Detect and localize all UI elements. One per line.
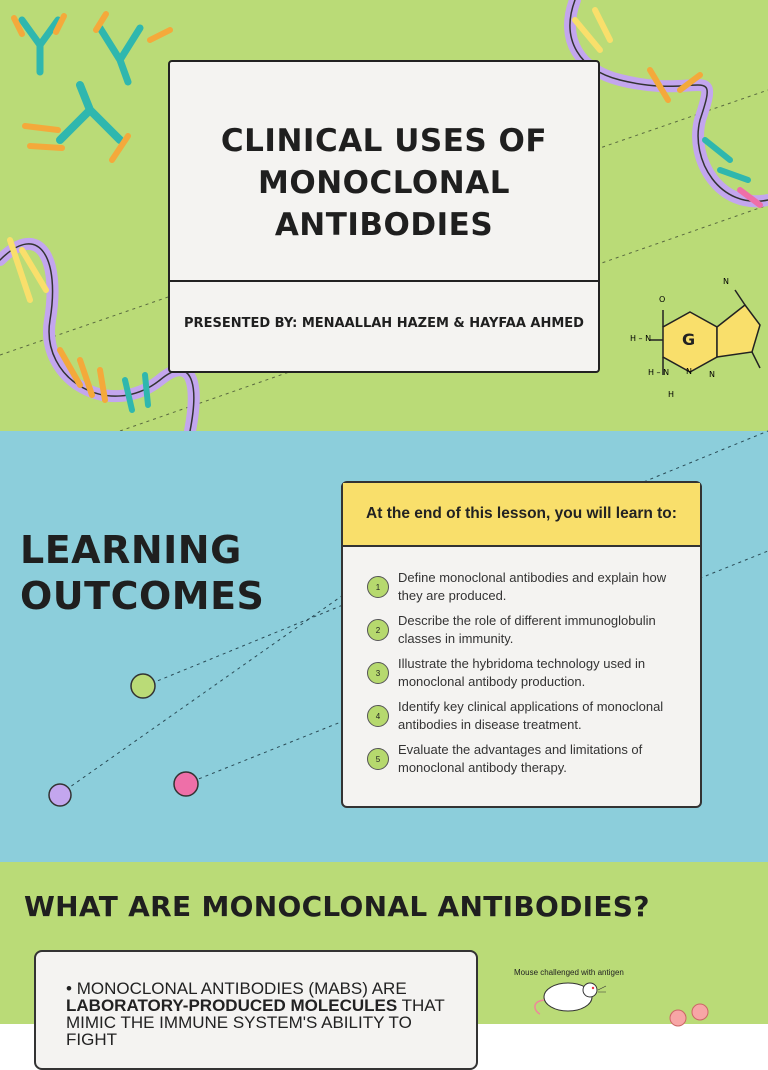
- number-badge: 1: [367, 576, 389, 598]
- heading-line-2: OUTCOMES: [20, 574, 265, 618]
- pink-dot: [174, 772, 198, 796]
- antigen-icon: [670, 1004, 708, 1026]
- learning-outcomes-slide: [0, 431, 768, 862]
- dna-strand-left: [0, 240, 194, 431]
- list-item: [367, 741, 686, 784]
- molecule-label-h: H: [668, 390, 675, 399]
- molecule-label-hnh: H – N: [648, 368, 670, 377]
- outcome-text: Illustrate the hybridoma technology used in monoclonal antibody production.: [398, 656, 646, 689]
- antibody-icon: [14, 14, 170, 160]
- molecule-label-hn: H – N: [630, 334, 652, 343]
- outcome-text: Describe the role of different immunoglobulin classes in immunity.: [398, 613, 656, 646]
- outcome-text: Evaluate the advantages and limitations of monoclonal antibody therapy.: [398, 742, 643, 775]
- slide-title: CLINICAL USES OF MONOCLONAL ANTIBODIES: [220, 123, 548, 243]
- learning-outcomes-heading: [20, 527, 264, 619]
- bullet-part-2: THAT MIMIC THE IMMUNE SYSTEM'S ABILITY TO FIGHT: [66, 996, 445, 1049]
- bullet-bold: LABORATORY-PRODUCED MOLECULES: [66, 996, 398, 1015]
- outcomes-card: [341, 481, 702, 808]
- slide-heading: WHAT ARE MONOCLONAL ANTIBODIES?: [24, 890, 650, 923]
- list-item: [367, 655, 686, 698]
- molecule-letter: G: [682, 330, 696, 349]
- green-dot: [131, 674, 155, 698]
- title-slide: [0, 0, 768, 431]
- bullet-part-1: MONOCLONAL ANTIBODIES (MABS) ARE: [76, 979, 407, 998]
- molecule-label-n1: N: [723, 277, 729, 286]
- number-badge: 2: [367, 619, 389, 641]
- mouse-figure: [0, 862, 768, 1024]
- outcomes-list: [367, 569, 686, 784]
- molecule-label-o: O: [659, 295, 666, 304]
- guanine-molecule: [650, 290, 760, 375]
- presenter-credit: PRESENTED BY: MENAALLAH HAZEM & HAYFAA AHMED: [184, 316, 584, 331]
- outcomes-card-header: At the end of this lesson, you will learn to:: [343, 483, 700, 547]
- definition-slide: [0, 862, 768, 1049]
- bullet-icon: •: [66, 979, 77, 998]
- list-item: [367, 612, 686, 655]
- outcome-text: Identify key clinical applications of monoclonal antibodies in disease treatment.: [398, 699, 664, 732]
- outcome-text: Define monoclonal antibodies and explain how they are produced.: [398, 570, 667, 603]
- number-badge: 3: [367, 662, 389, 684]
- card-divider: [170, 280, 598, 282]
- list-item: [367, 569, 686, 612]
- mouse-icon: [535, 983, 606, 1014]
- number-badge: 4: [367, 705, 389, 727]
- molecule-label-n2: N: [686, 367, 692, 376]
- heading-line-1: LEARNING: [20, 528, 242, 572]
- purple-dot: [49, 784, 71, 806]
- title-card: [168, 60, 600, 373]
- list-item: [367, 698, 686, 741]
- molecule-label-n3: N: [709, 370, 715, 379]
- figure-label: Mouse challenged with antigen: [514, 968, 624, 977]
- number-badge: 5: [367, 748, 389, 770]
